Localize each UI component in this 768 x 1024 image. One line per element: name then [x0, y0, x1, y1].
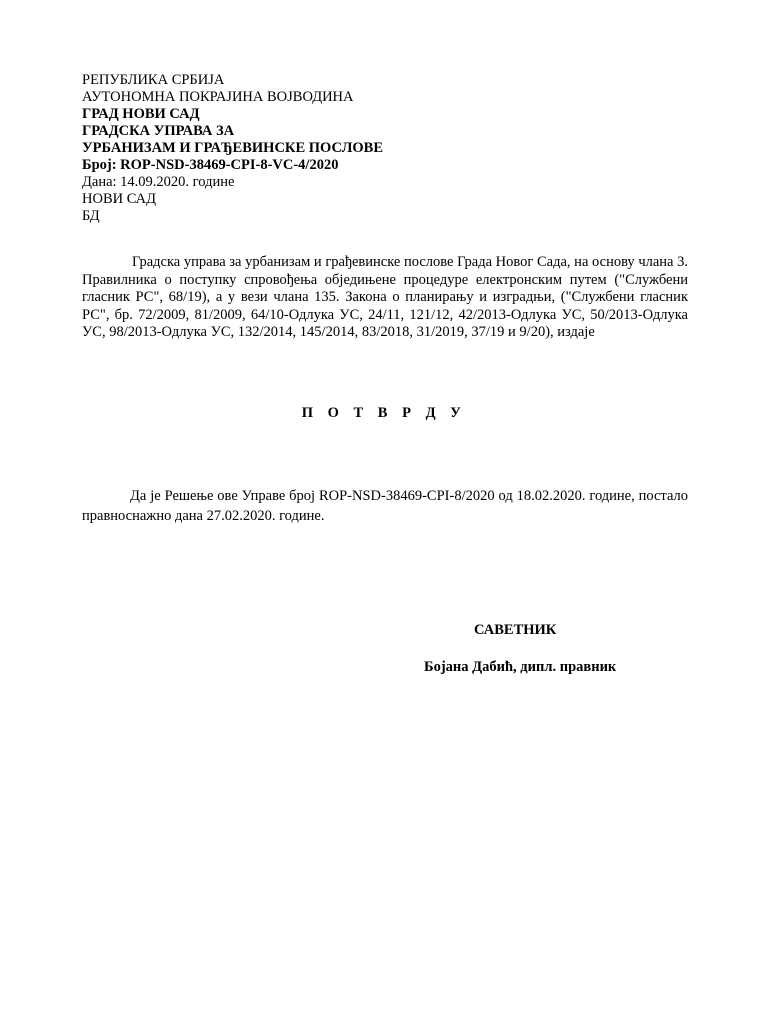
signature-title: САВЕТНИК	[474, 622, 557, 638]
header-republic: РЕПУБЛИКА СРБИЈА	[82, 72, 225, 88]
intro-paragraph: Градска управа за урбанизам и грађевинске послове Града Новог Сада, на основу члана 3. Правилника о поступку спровођења обједињене процедуре електронским путем ("Службени гласник РС", 68/19), а у вези члана 135. Закона о планирању и изградњи, ("Службени гласник РС", бр. 72/2009, 81/2009, 64/10-Одлука УС, 24/11, 121/12, 42/2013-Одлука УС, 50/2013-Одлука УС, 98/2013-Одлука УС, 132/2014, 145/2014, 83/2018, 31/2019, 37/19 и 9/20), издаје	[82, 254, 688, 340]
confirmation-paragraph: Да је Решење ове Управе број ROP-NSD-38469-CPI-8/2020 од 18.02.2020. године, постало правноснажно дана 27.02.2020. године.	[82, 488, 688, 524]
header-department: ГРАДСКА УПРАВА ЗА	[82, 123, 235, 139]
document-header	[82, 72, 682, 225]
header-place: НОВИ САД	[82, 191, 157, 207]
header-initials: БД	[82, 208, 100, 224]
header-date: Дана: 14.09.2020. године	[82, 174, 235, 190]
header-city: ГРАД НОВИ САД	[82, 106, 200, 122]
header-department-name: УРБАНИЗАМ И ГРАЂЕВИНСКЕ ПОСЛОВЕ	[82, 140, 384, 156]
document-title: П О Т В Р Д У	[301, 405, 467, 421]
header-province: АУТОНОМНА ПОКРАЈИНА ВОЈВОДИНА	[82, 89, 354, 105]
signature-name: Бојана Дабић, дипл. правник	[424, 659, 617, 675]
header-reference-number: Број: ROP-NSD-38469-CPI-8-VC-4/2020	[82, 157, 339, 173]
